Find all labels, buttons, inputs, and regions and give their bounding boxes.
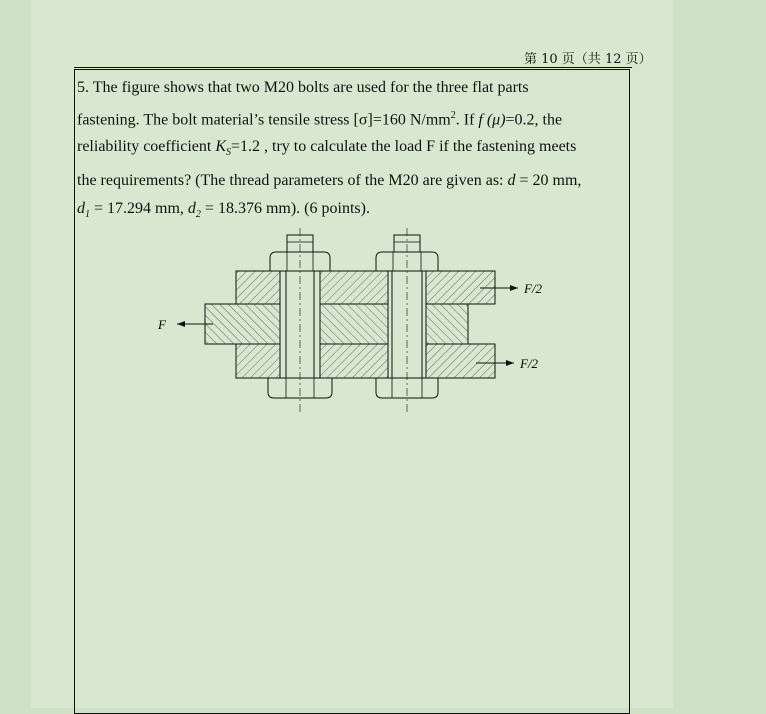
header-rule	[74, 67, 632, 68]
load-label-right-top: F/2	[524, 281, 543, 296]
bottom-plate	[236, 344, 495, 378]
problem-line-3: reliability coefficient $K_S=1.2$ , try to calculate the load F if the fastening meets	[77, 138, 577, 159]
problem-statement	[77, 74, 629, 228]
problem-line-2: fastening. The bolt material’s tensile stress [σ]=160 $N/mm^2$. If f (μ)=0.2, the	[77, 109, 563, 128]
load-label-left: F	[158, 317, 166, 332]
problem-line-4: the requirements? (The thread parameters of the M20 are given as: d = 20 mm,	[77, 172, 582, 190]
top-plate	[236, 271, 495, 304]
problem-line-1: 5. The figure shows that two M20 bolts are used for the three flat parts	[77, 79, 529, 96]
page-header: 第 10 页（共 12 页）	[524, 52, 652, 67]
problem-number: 5.	[77, 79, 89, 96]
problem-line-5: $d_1 = 17.294$ mm, $d_2 = 18.376$ mm). (6 points).	[77, 199, 370, 220]
bolted-joint-figure	[150, 225, 570, 420]
load-label-right-bottom: F/2	[520, 356, 539, 371]
middle-plate	[205, 304, 468, 344]
